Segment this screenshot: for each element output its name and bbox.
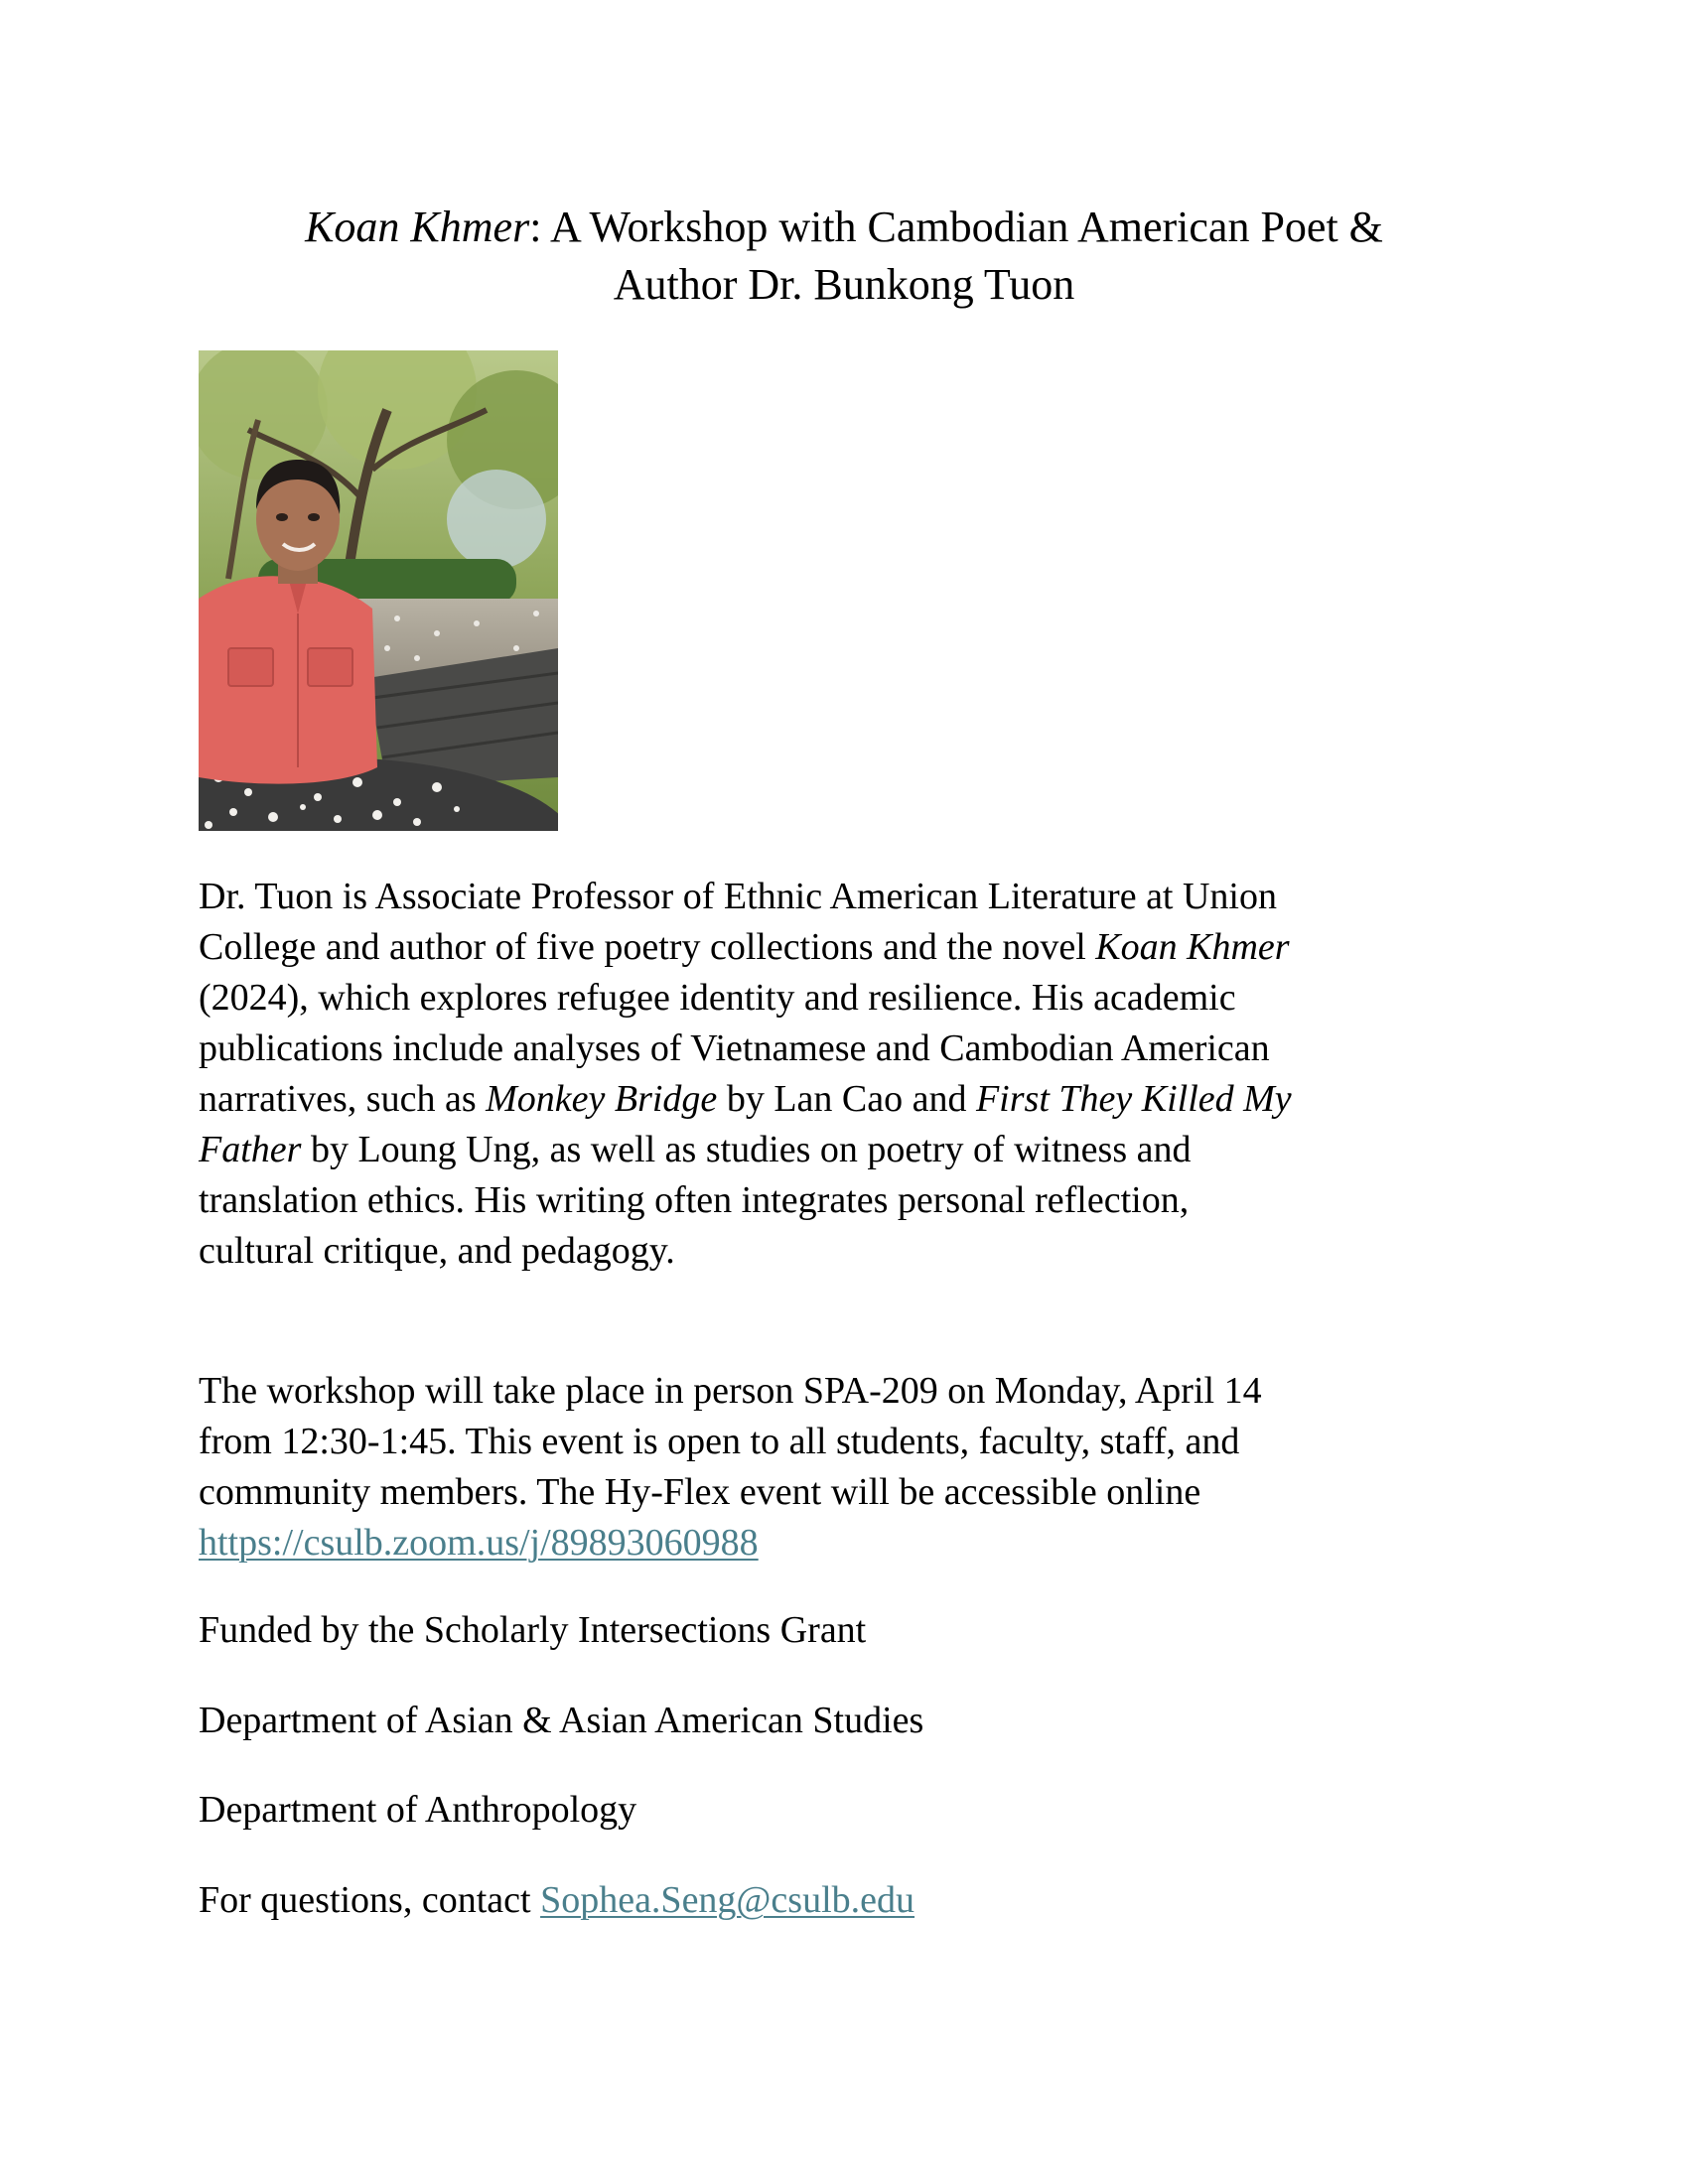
title-line-2: Author Dr. Bunkong Tuon <box>613 260 1075 309</box>
department-asian-studies: Department of Asian & Asian American Studies <box>199 1700 924 1741</box>
portrait-photo-icon <box>199 350 558 831</box>
bio-line: Dr. Tuon is Associate Professor of Ethnic American Literature at Union <box>199 876 1277 917</box>
title-book-name: Koan Khmer <box>305 203 530 251</box>
bio-paragraph <box>199 872 1489 1277</box>
bio-text: narratives, such as <box>199 1078 487 1120</box>
event-details-line: from 12:30-1:45. This event is open to all students, faculty, staff, and <box>199 1421 1240 1462</box>
book-title-father: Father <box>199 1129 302 1170</box>
book-title-monkey-bridge: Monkey Bridge <box>486 1078 718 1120</box>
zoom-link-line <box>199 1518 1489 1569</box>
bio-line: cultural critique, and pedagogy. <box>199 1230 675 1272</box>
bio-line <box>199 922 1489 973</box>
title-line-1 <box>199 199 1489 256</box>
page-title <box>199 199 1489 314</box>
contact-prefix: For questions, contact <box>199 1879 541 1921</box>
portrait-photo <box>199 350 558 831</box>
bio-text: by Lan Cao and <box>717 1078 976 1120</box>
zoom-link[interactable]: https://csulb.zoom.us/j/89893060988 <box>199 1522 759 1564</box>
bio-text: by Loung Ung, as well as studies on poetry of witness and <box>301 1129 1192 1170</box>
funding-note: Funded by the Scholarly Intersections Grant <box>199 1609 867 1651</box>
department-anthropology: Department of Anthropology <box>199 1789 637 1831</box>
event-details-paragraph <box>199 1366 1489 1569</box>
novel-title: Koan Khmer <box>1095 926 1290 968</box>
book-title-first-they-killed: First They Killed My <box>975 1078 1292 1120</box>
bio-line: (2024), which explores refugee identity and resilience. His academic <box>199 977 1236 1019</box>
contact-line <box>199 1875 1489 1926</box>
bio-line <box>199 1074 1489 1125</box>
event-details-line: community members. The Hy-Flex event will be accessible online <box>199 1471 1201 1513</box>
bio-line <box>199 1125 1489 1175</box>
contact-email-link[interactable]: Sophea.Seng@csulb.edu <box>540 1879 915 1921</box>
bio-text: College and author of five poetry collections and the novel <box>199 926 1096 968</box>
event-details-line: The workshop will take place in person SPA-209 on Monday, April 14 <box>199 1370 1262 1412</box>
title-line-1-text: : A Workshop with Cambodian American Poet & <box>529 203 1383 251</box>
bio-line: translation ethics. His writing often integrates personal reflection, <box>199 1179 1190 1221</box>
bio-line: publications include analyses of Vietnamese and Cambodian American <box>199 1027 1270 1069</box>
